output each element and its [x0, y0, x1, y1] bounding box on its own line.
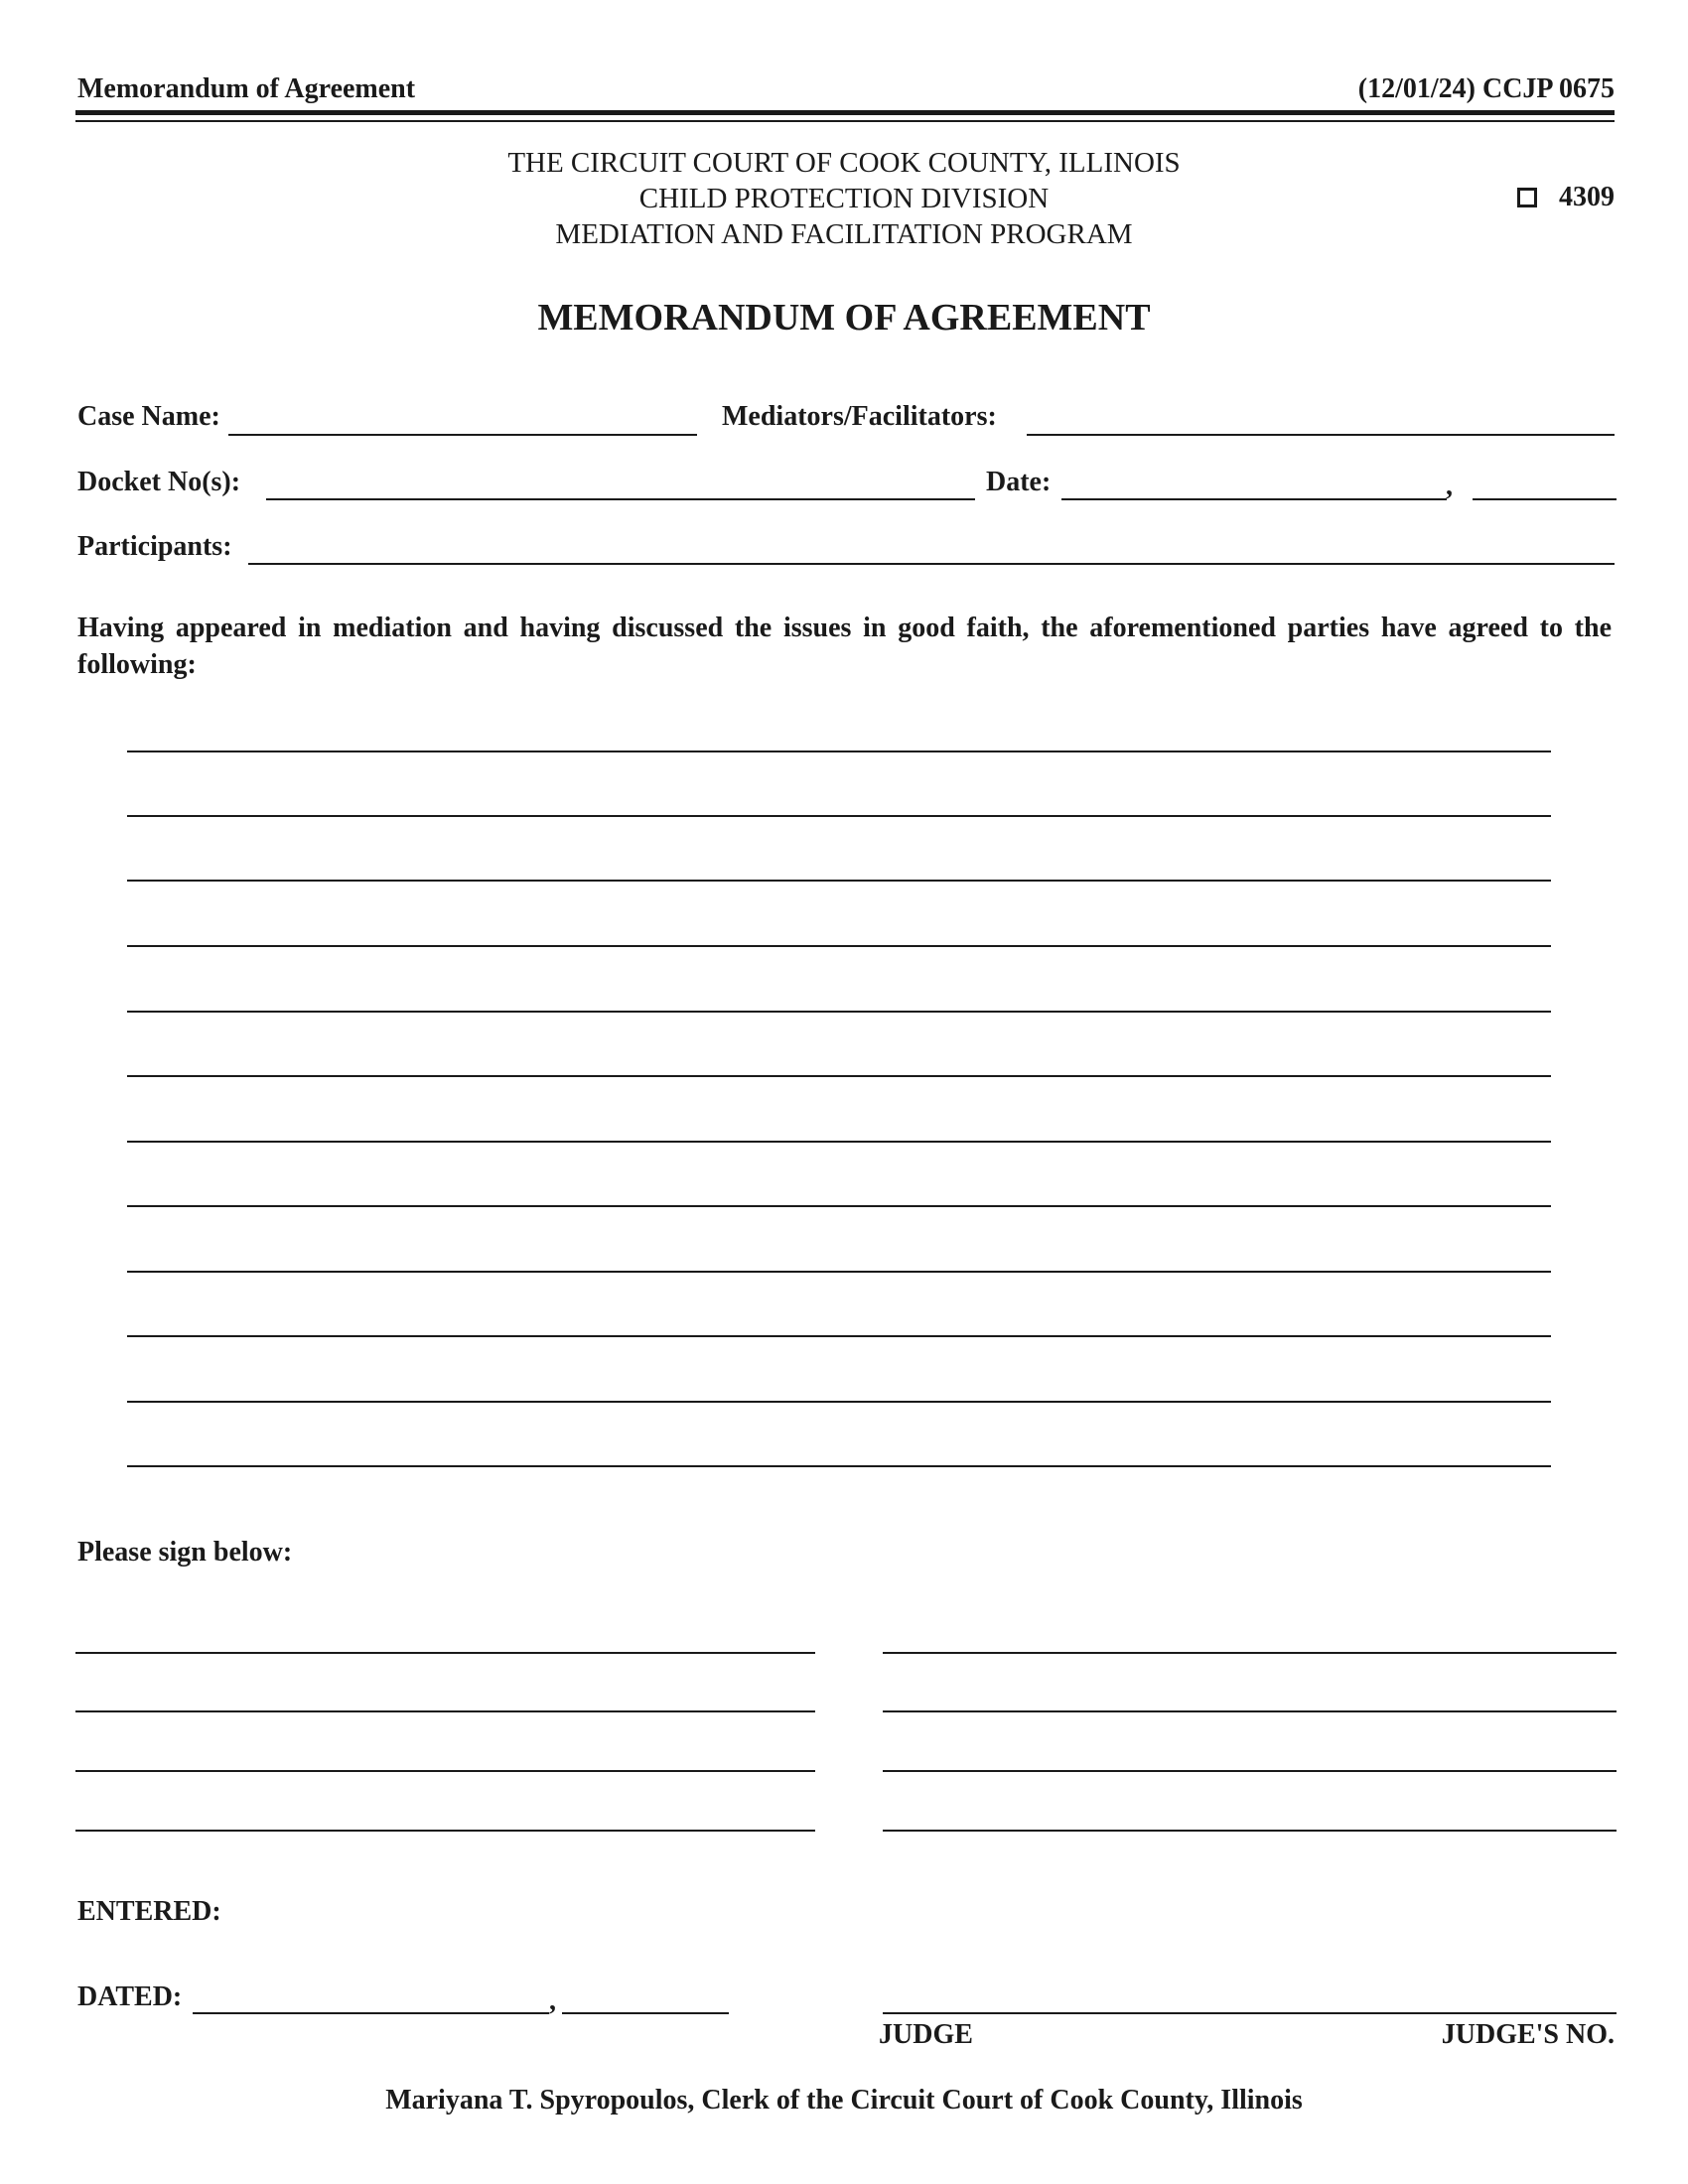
agreement-line[interactable]	[127, 751, 1551, 752]
court-program: MEDIATION AND FACILITATION PROGRAM	[555, 218, 1133, 250]
signature-line-right[interactable]	[883, 1770, 1617, 1772]
mediators-label: Mediators/Facilitators:	[722, 401, 997, 432]
signature-line-left[interactable]	[75, 1652, 815, 1654]
agreement-line[interactable]	[127, 1205, 1551, 1207]
agreement-line[interactable]	[127, 945, 1551, 947]
entered-label: ENTERED:	[77, 1896, 221, 1927]
form-header-code: (12/01/24) CCJP 0675	[1357, 73, 1615, 104]
clerk-footer: Mariyana T. Spyropoulos, Clerk of the Circuit Court of Cook County, Illinois	[385, 2085, 1303, 2116]
case-name-field[interactable]	[228, 434, 697, 436]
dated-field[interactable]	[193, 2012, 549, 2014]
court-division: CHILD PROTECTION DIVISION	[638, 183, 1050, 214]
date-field[interactable]	[1061, 498, 1447, 500]
agreement-line[interactable]	[127, 815, 1551, 817]
agreement-line[interactable]	[127, 1465, 1551, 1467]
case-name-label: Case Name:	[77, 401, 220, 432]
court-name: THE CIRCUIT COURT OF COOK COUNTY, ILLINOIS	[507, 147, 1181, 179]
header-rule-thin	[75, 120, 1615, 122]
judge-signature-line[interactable]	[883, 2012, 1617, 2014]
sign-prompt: Please sign below:	[77, 1537, 293, 1568]
signature-line-left[interactable]	[75, 1770, 815, 1772]
judge-label: JUDGE	[879, 2019, 973, 2050]
agreement-line[interactable]	[127, 1075, 1551, 1077]
form-number: 4309	[1559, 182, 1615, 212]
date-label: Date:	[986, 467, 1052, 497]
participants-label: Participants:	[77, 531, 232, 562]
dated-year-field[interactable]	[562, 2012, 729, 2014]
agreement-line[interactable]	[127, 1401, 1551, 1403]
signature-line-right[interactable]	[883, 1652, 1617, 1654]
agreement-intro: Having appeared in mediation and having discussed the issues in good faith, the aforementioned parties have agreed to the following:	[77, 613, 1612, 680]
agreement-line[interactable]	[127, 1141, 1551, 1143]
form-header-title: Memorandum of Agreement	[77, 73, 416, 104]
form-checkbox[interactable]	[1517, 188, 1537, 207]
signature-line-right[interactable]	[883, 1710, 1617, 1712]
dated-comma: ,	[549, 1985, 556, 2016]
form-number-block	[1517, 182, 1615, 213]
dated-label: DATED:	[77, 1981, 183, 2012]
header-rule-thick	[75, 110, 1615, 115]
signature-line-right[interactable]	[883, 1830, 1617, 1832]
agreement-line[interactable]	[127, 1271, 1551, 1273]
docket-label: Docket No(s):	[77, 467, 241, 497]
date-comma: ,	[1446, 471, 1453, 501]
mediators-field[interactable]	[1027, 434, 1615, 436]
agreement-line[interactable]	[127, 1011, 1551, 1013]
judge-number-label: JUDGE'S NO.	[1441, 2019, 1615, 2050]
participants-field[interactable]	[248, 563, 1615, 565]
signature-line-left[interactable]	[75, 1710, 815, 1712]
agreement-line[interactable]	[127, 880, 1551, 882]
page-title: MEMORANDUM OF AGREEMENT	[537, 297, 1151, 339]
agreement-line[interactable]	[127, 1335, 1551, 1337]
docket-field[interactable]	[266, 498, 975, 500]
date-year-field[interactable]	[1473, 498, 1617, 500]
signature-line-left[interactable]	[75, 1830, 815, 1832]
